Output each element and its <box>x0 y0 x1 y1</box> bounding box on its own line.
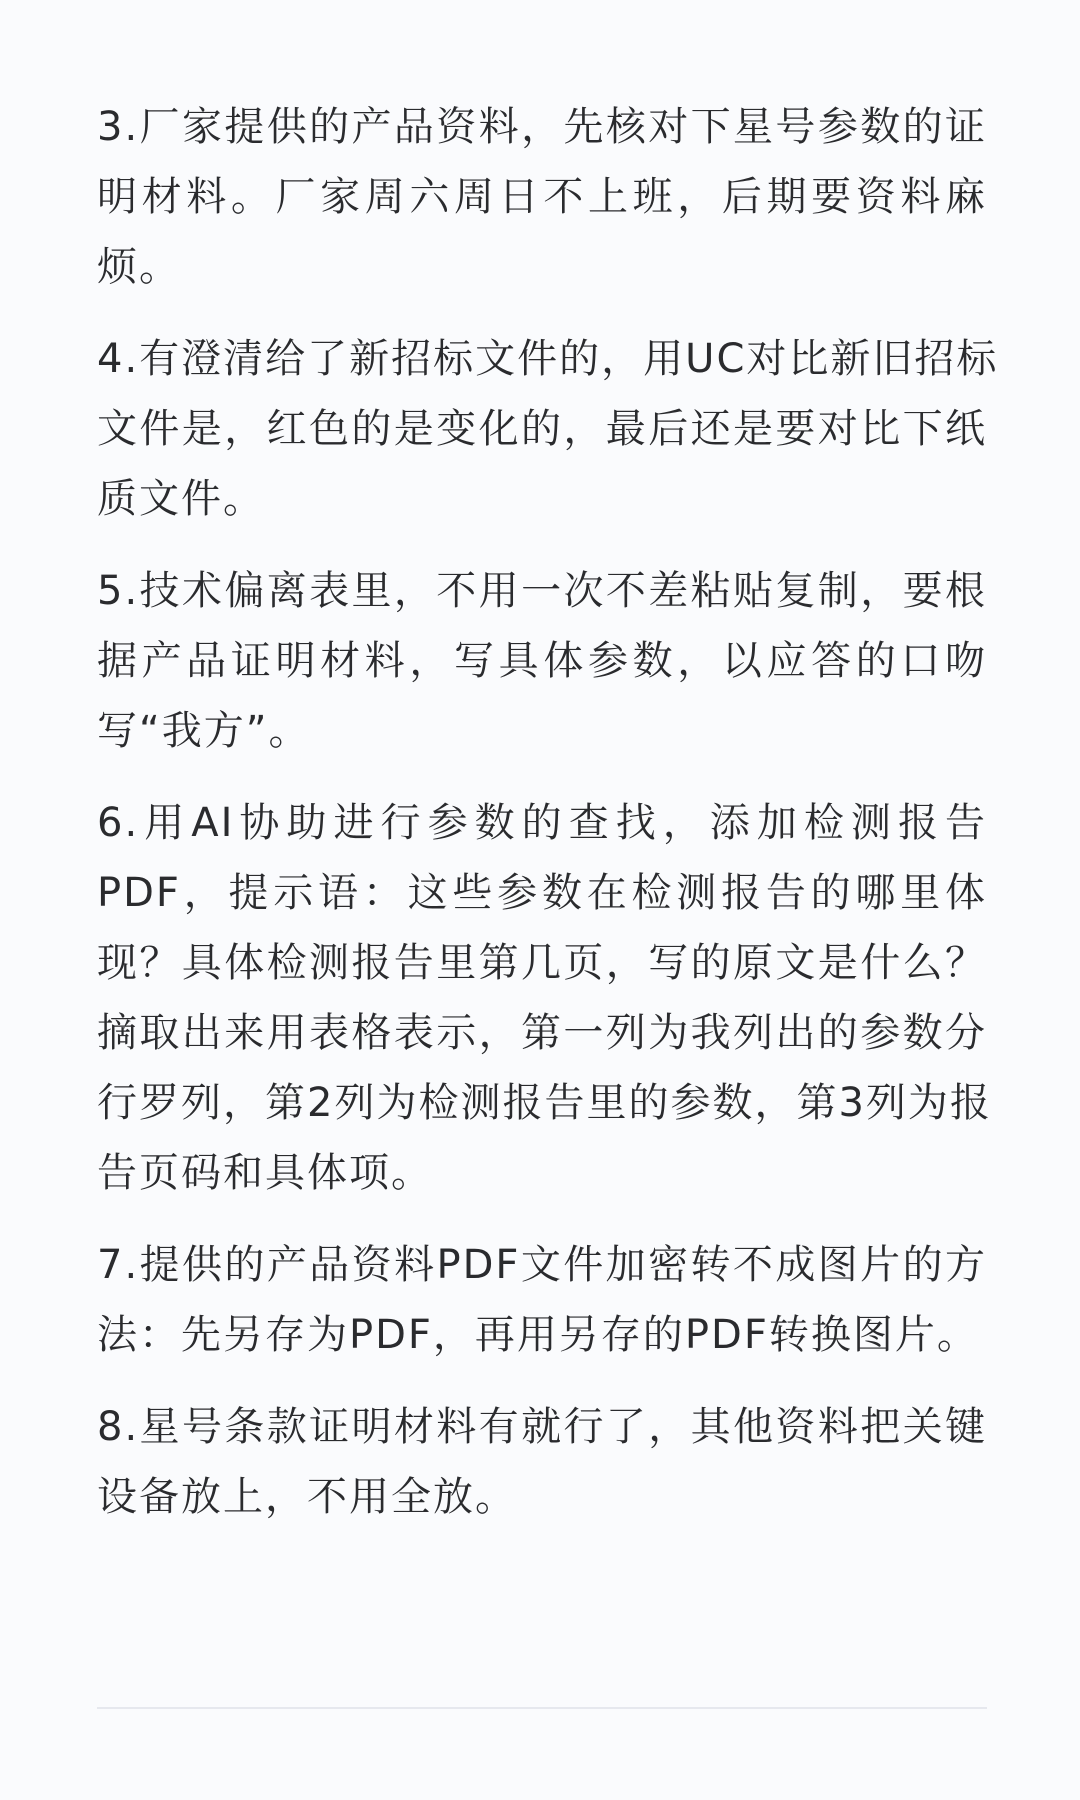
text-line: 5.技术偏离表里，不用一次不差粘贴复制，要根 <box>97 568 987 614</box>
footer-divider <box>97 1707 987 1709</box>
text-line: 明材料。厂家周六周日不上班，后期要资料麻 <box>97 174 987 220</box>
text-line: 据产品证明材料，写具体参数，以应答的口吻 <box>97 638 987 684</box>
text-line: 烦。 <box>97 244 181 290</box>
text-line: 6.用AI协助进行参数的查找，添加检测报告 <box>97 800 987 846</box>
text-line: 7.提供的产品资料PDF文件加密转不成图片的方 <box>97 1242 987 1288</box>
text-line: 设备放上，不用全放。 <box>97 1474 517 1520</box>
text-line: 4.有澄清给了新招标文件的，用UC对比新旧招标 <box>97 336 999 382</box>
text-line: PDF，提示语：这些参数在检测报告的哪里体 <box>97 870 987 916</box>
text-line: 8.星号条款证明材料有就行了，其他资料把关键 <box>97 1404 987 1450</box>
paragraph-8 <box>97 1392 987 1532</box>
text-line: 摘取出来用表格表示，第一列为我列出的参数分 <box>97 1010 987 1056</box>
text-line: 法：先另存为PDF，再用另存的PDF转换图片。 <box>97 1312 979 1358</box>
text-line: 3.厂家提供的产品资料，先核对下星号参数的证 <box>97 104 987 150</box>
text-line: 行罗列，第2列为检测报告里的参数，第3列为报 <box>97 1080 992 1126</box>
paragraph-5 <box>97 556 987 766</box>
paragraph-7 <box>97 1230 987 1370</box>
text-line: 文件是，红色的是变化的，最后还是要对比下纸 <box>97 406 987 452</box>
text-line: 质文件。 <box>97 476 265 522</box>
paragraph-3 <box>97 92 987 302</box>
text-line: 现？具体检测报告里第几页，写的原文是什么？ <box>97 940 987 986</box>
paragraph-4 <box>97 324 999 534</box>
article-body <box>97 92 999 1554</box>
paragraph-6 <box>97 788 992 1208</box>
text-line: 写“我方”。 <box>97 708 311 754</box>
text-line: 告页码和具体项。 <box>97 1150 433 1196</box>
